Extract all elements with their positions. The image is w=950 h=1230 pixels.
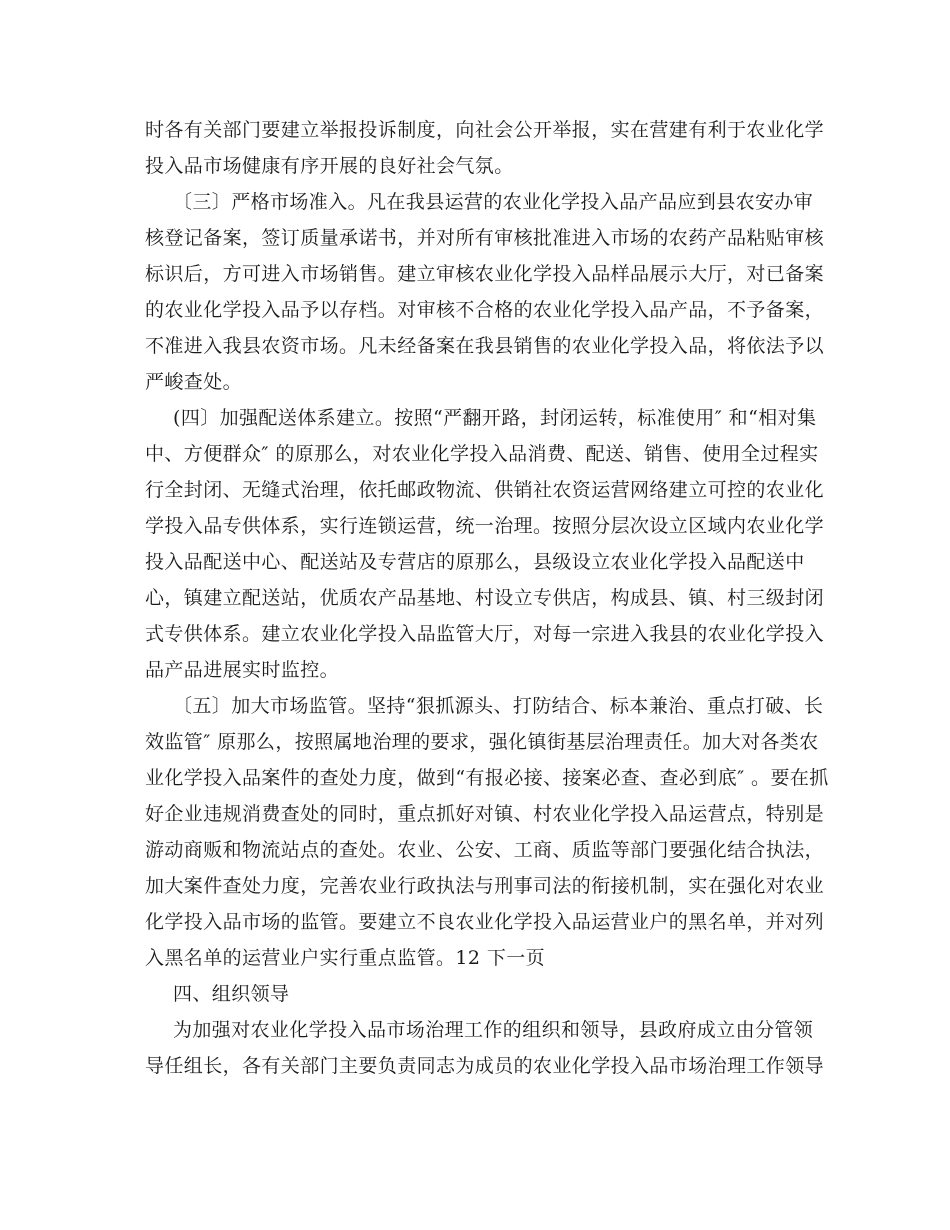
text-line: 入黑名单的运营业户实行重点监管。12 下一页 <box>145 947 546 969</box>
text-line: 投入品配送中心、配送站及专营店的原那么，县级设立农业化学投入品配送中 <box>145 551 805 573</box>
text-line: 中、方便群众″ 的原那么，对农业化学投入品消费、配送、销售、使用全过程实 <box>145 443 819 465</box>
text-line: 心，镇建立配送站，优质农产品基地、村设立专供店，构成县、镇、村三级封闭 <box>145 587 825 609</box>
text-line: 好企业违规消费查处的同时，重点抓好对镇、村农业化学投入品运营点，特别是 <box>145 803 825 825</box>
text-line: 游动商贩和物流站点的查处。农业、公安、工商、质监等部门要强化结合执法， <box>145 839 825 861</box>
text-line: 不准进入我县农资市场。凡未经备案在我县销售的农业化学投入品，将依法予以 <box>145 335 825 357</box>
text-line: 行全封闭、无缝式治理，依托邮政物流、供销社农资运营网络建立可控的农业化 <box>145 479 825 501</box>
text-line: 导任组长，各有关部门主要负责同志为成员的农业化学投入品市场治理工作领导 <box>145 1055 825 1077</box>
text-line: 加大案件查处力度，完善农业行政执法与刑事司法的衔接机制，实在强化对农业 <box>145 875 825 897</box>
section-heading: 四、组织领导 <box>173 983 290 1005</box>
text-line: 为加强对农业化学投入品市场治理工作的组织和领导，县政府成立由分管领 <box>173 1019 814 1041</box>
text-line: 式专供体系。建立农业化学投入品监管大厅，对每一宗进入我县的农业化学投入 <box>145 623 825 645</box>
text-line: 时各有关部门要建立举报投诉制度，向社会公开举报，实在营建有利于农业化学 <box>145 119 825 141</box>
text-line: 效监管″ 原那么，按照属地治理的要求，强化镇街基层治理责任。加大对各类农 <box>145 731 819 753</box>
text-line: 〔三〕严格市场准入。凡在我县运营的农业化学投入品产品应到县农安办审 <box>173 191 814 213</box>
text-line: 投入品市场健康有序开展的良好社会气氛。 <box>145 155 514 177</box>
text-line: 学投入品专供体系，实行连锁运营，统一治理。按照分层次设立区域内农业化学 <box>145 515 825 537</box>
text-line: (四〕加强配送体系建立。按照“严翻开路，封闭运转，标准使用″ 和“相对集 <box>173 407 817 429</box>
text-line: 的农业化学投入品予以存档。对审核不合格的农业化学投入品产品，不予备案， <box>145 299 825 321</box>
text-line: 严峻查处。 <box>145 371 243 393</box>
text-line: 标识后，方可进入市场销售。建立审核农业化学投入品样品展示大厅，对已备案 <box>145 263 825 285</box>
text-line: 化学投入品市场的监管。要建立不良农业化学投入品运营业户的黑名单，并对列 <box>145 911 825 933</box>
text-line: 品产品进展实时监控。 <box>145 659 340 681</box>
text-line: 〔五〕加大市场监管。坚持“狠抓源头、打防结合、标本兼治、重点打破、长 <box>173 695 824 717</box>
text-line: 核登记备案，签订质量承诺书，并对所有审核批准进入市场的农药产品粘贴审核 <box>145 227 825 249</box>
text-line: 业化学投入品案件的查处力度，做到“有报必接、接案必查、查必到底″ 。要在抓 <box>145 767 829 789</box>
